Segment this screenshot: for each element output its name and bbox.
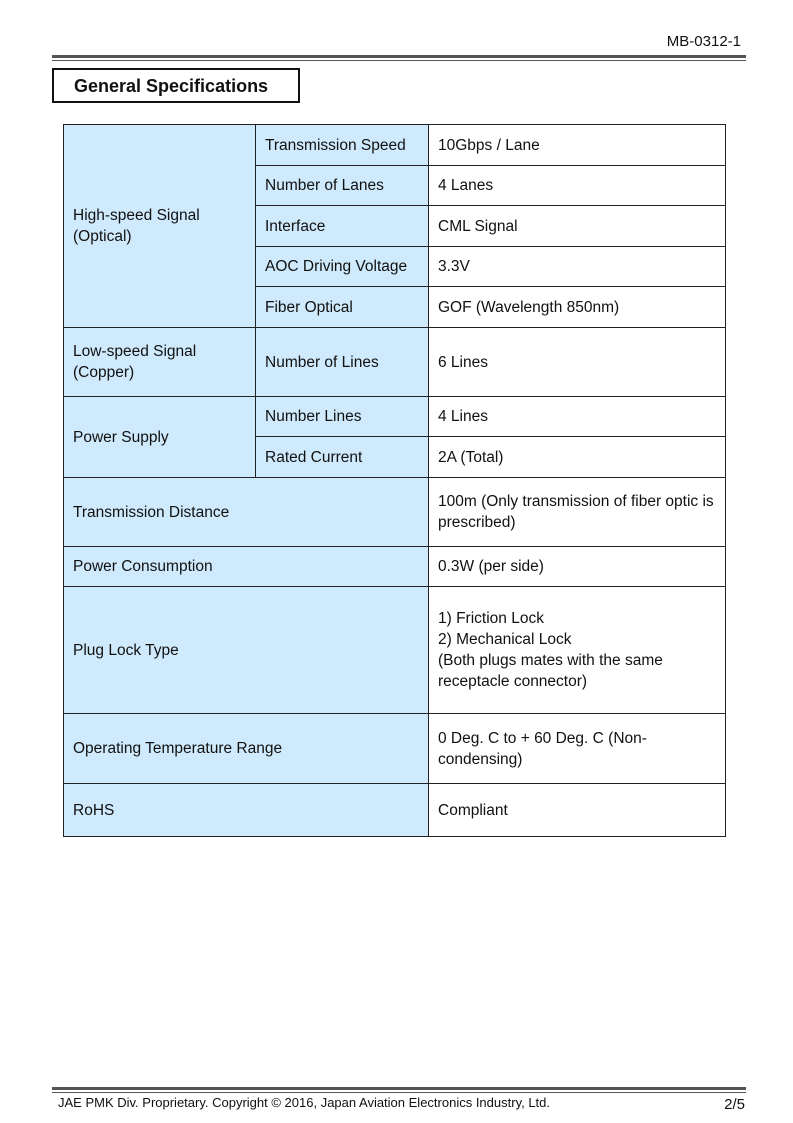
value-transmission-speed: 10Gbps / Lane: [429, 125, 726, 166]
label-power-consumption: Power Consumption: [64, 547, 429, 587]
param-fiber-optical: Fiber Optical: [256, 287, 429, 328]
document-number: MB-0312-1: [666, 33, 741, 50]
table-row: [64, 587, 726, 714]
param-interface: Interface: [256, 206, 429, 247]
value-number-lines: 4 Lines: [429, 397, 726, 437]
table-row: [64, 397, 726, 437]
plug-lock-line: 1) Friction Lock: [438, 610, 544, 627]
header-rule: [52, 55, 746, 58]
table-row: [64, 547, 726, 587]
label-plug-lock-type: Plug Lock Type: [64, 587, 429, 714]
value-operating-temperature: 0 Deg. C to + 60 Deg. C (Non-condensing): [429, 714, 726, 784]
plug-lock-line: 2) Mechanical Lock: [438, 631, 572, 648]
table-row: [64, 714, 726, 784]
category-low-speed-signal: Low-speed Signal (Copper): [64, 328, 256, 397]
label-transmission-distance: Transmission Distance: [64, 478, 429, 547]
label-rohs: RoHS: [64, 784, 429, 837]
table-row: [64, 478, 726, 547]
category-power-supply: Power Supply: [64, 397, 256, 478]
param-number-of-lines: Number of Lines: [256, 328, 429, 397]
table-row: [64, 784, 726, 837]
param-transmission-speed: Transmission Speed: [256, 125, 429, 166]
value-number-of-lanes: 4 Lanes: [429, 166, 726, 206]
category-high-speed-signal: High-speed Signal (Optical): [64, 125, 256, 328]
value-power-consumption: 0.3W (per side): [429, 547, 726, 587]
param-number-lines: Number Lines: [256, 397, 429, 437]
value-transmission-distance: 100m (Only transmission of fiber optic is prescribed): [429, 478, 726, 547]
table-row: [64, 328, 726, 397]
value-plug-lock-type: [429, 587, 726, 714]
value-rohs: Compliant: [429, 784, 726, 837]
param-rated-current: Rated Current: [256, 437, 429, 478]
plug-lock-line: (Both plugs mates with the same receptacle connector): [438, 652, 663, 690]
value-interface: CML Signal: [429, 206, 726, 247]
value-aoc-driving-voltage: 3.3V: [429, 247, 726, 287]
footer-rule: [52, 1087, 746, 1090]
page-number: 2/5: [724, 1096, 745, 1113]
footer-copyright: JAE PMK Div. Proprietary. Copyright © 2016, Japan Aviation Electronics Industry, Ltd.: [58, 1095, 551, 1110]
value-rated-current: 2A (Total): [429, 437, 726, 478]
value-number-of-lines: 6 Lines: [429, 328, 726, 397]
param-aoc-driving-voltage: AOC Driving Voltage: [256, 247, 429, 287]
spec-table: [63, 124, 726, 837]
footer-rule-thin: [52, 1092, 746, 1093]
label-operating-temperature: Operating Temperature Range: [64, 714, 429, 784]
table-row: [64, 125, 726, 166]
section-title: General Specifications: [52, 68, 300, 103]
header-rule-thin: [52, 60, 746, 61]
value-fiber-optical: GOF (Wavelength 850nm): [429, 287, 726, 328]
param-number-of-lanes: Number of Lanes: [256, 166, 429, 206]
